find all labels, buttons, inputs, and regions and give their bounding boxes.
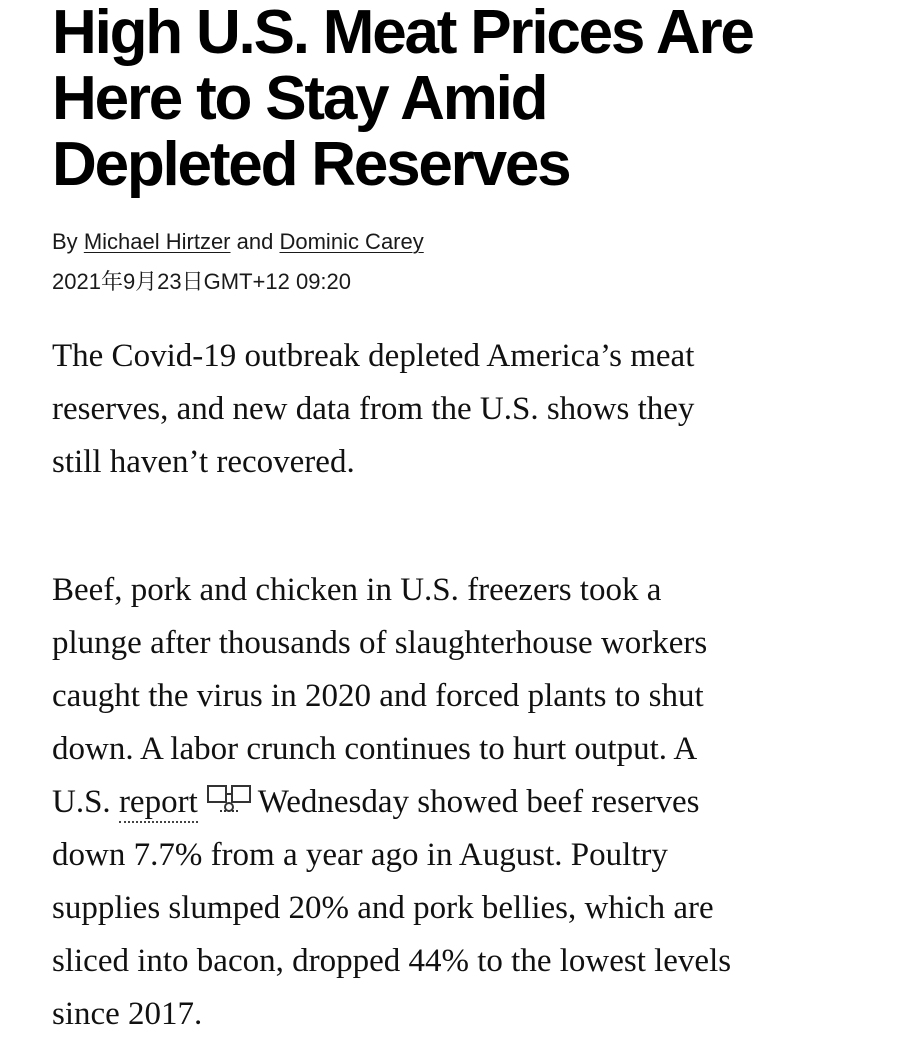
publish-timestamp: 2021年9月23日GMT+12 09:20 [52,269,352,294]
paragraph-line: down 7.7% from a year ago in August. Poultry [52,837,668,873]
paragraph-1 [52,330,852,489]
paragraph-line: since 2017. [52,996,203,1032]
paragraph-line: still haven’t recovered. [52,444,355,480]
paragraph-line: plunge after thousands of slaughterhouse workers [52,625,708,661]
paragraph-line: reserves, and new data from the U.S. shows they [52,391,695,427]
headline-line: Here to Stay Amid [52,64,547,133]
byline [52,228,424,256]
headline [52,0,872,198]
line-prefix: U.S. [52,784,111,820]
byline-conjunction: and [236,229,274,254]
paragraph-2 [52,564,852,1041]
line-suffix: Wednesday showed beef reserves [257,784,700,820]
headline-line: Depleted Reserves [52,130,570,199]
report-link[interactable]: report [119,784,198,823]
document-preview-icon[interactable] [206,784,252,814]
paragraph-line: The Covid-19 outbreak depleted America’s meat [52,338,695,374]
paragraph-line: caught the virus in 2020 and forced plants to shut [52,678,704,714]
byline-prefix: By [52,229,78,254]
author-link-michael-hirtzer[interactable]: Michael Hirtzer [83,229,231,254]
headline-line: High U.S. Meat Prices Are [52,0,753,67]
paragraph-line-with-link [52,776,852,829]
paragraph-line: supplies slumped 20% and pork bellies, which are [52,890,714,926]
author-link-dominic-carey[interactable]: Dominic Carey [279,229,424,254]
paragraph-line: sliced into bacon, dropped 44% to the lowest levels [52,943,732,979]
paragraph-line: Beef, pork and chicken in U.S. freezers took a [52,572,662,608]
paragraph-line: down. A labor crunch continues to hurt output. A [52,731,698,767]
